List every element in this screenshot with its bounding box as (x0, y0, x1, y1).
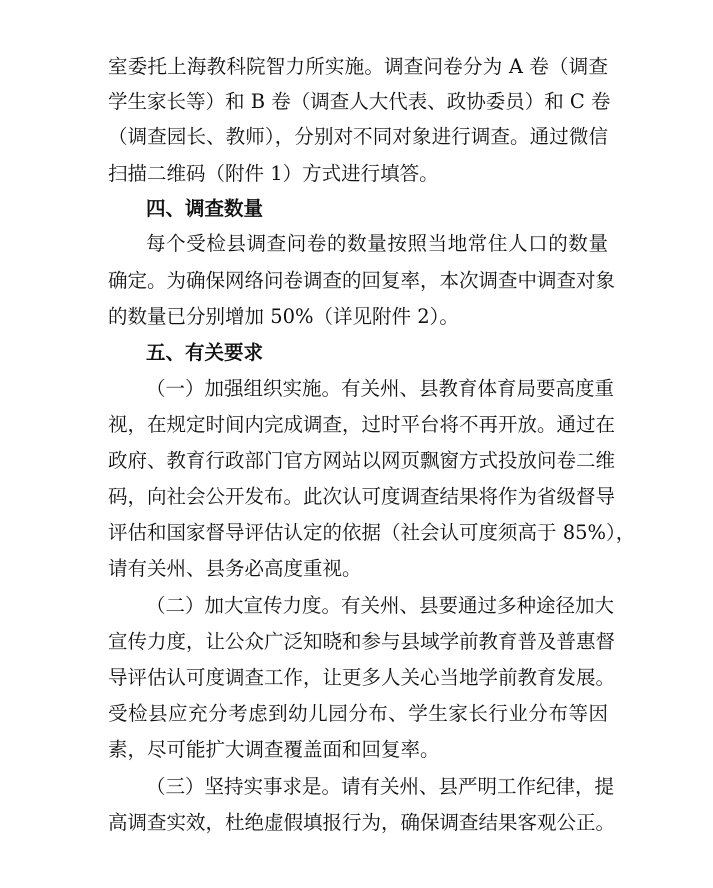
text-line: （二）加大宣传力度。有关州、县要通过多种途径加大 (146, 594, 615, 617)
text-line: 受检县应充分考虑到幼儿园分布、学生家长行业分布等因 (108, 702, 608, 725)
text-line: 的数量已分别增加 50%（详见附件 2）。 (108, 305, 459, 328)
text-line: 评估和国家督导评估认定的依据（社会认可度须高于 85%）， (108, 521, 636, 544)
text-line: 确定。为确保网络问卷调查的回复率，本次调查中调查对象 (108, 269, 616, 292)
text-line: 素，尽可能扩大调查覆盖面和回复率。 (108, 738, 440, 761)
section-heading-survey-quantity: 四、调查数量 (146, 197, 264, 220)
text-line: （三）坚持实事求是。请有关州、县严明工作纪律，提 (146, 775, 615, 798)
text-line: 宣传力度，让公众广泛知晓和参与县域学前教育普及普惠督 (108, 630, 616, 653)
text-line: 扫描二维码（附件 1）方式进行填答。 (108, 162, 439, 185)
text-line: 码，向社会公开发布。此次认可度调查结果将作为省级督导 (108, 485, 616, 508)
section-heading-requirements: 五、有关要求 (146, 341, 264, 364)
text-line: 室委托上海教科院智力所实施。调查问卷分为 A 卷（调查 (108, 55, 608, 78)
text-line: 学生家长等）和 B 卷（调查人大代表、政协委员）和 C 卷 (108, 90, 611, 113)
text-line: 请有关州、县务必高度重视。 (108, 557, 362, 580)
text-line: （一）加强组织实施。有关州、县教育体育局要高度重 (146, 377, 615, 400)
text-line: 导评估认可度调查工作，让更多人关心当地学前教育发展。 (108, 666, 616, 689)
text-line: 政府、教育行政部门官方网站以网页飘窗方式投放问卷二维 (108, 449, 616, 472)
text-line: （调查园长、教师），分别对不同对象进行调查。通过微信 (108, 125, 608, 148)
text-line: 高调查实效，杜绝虚假填报行为，确保调查结果客观公正。 (108, 811, 616, 834)
text-line: 每个受检县调查问卷的数量按照当地常住人口的数量 (146, 232, 608, 255)
text-line: 视，在规定时间内完成调查，过时平台将不再开放。通过在 (108, 413, 616, 436)
